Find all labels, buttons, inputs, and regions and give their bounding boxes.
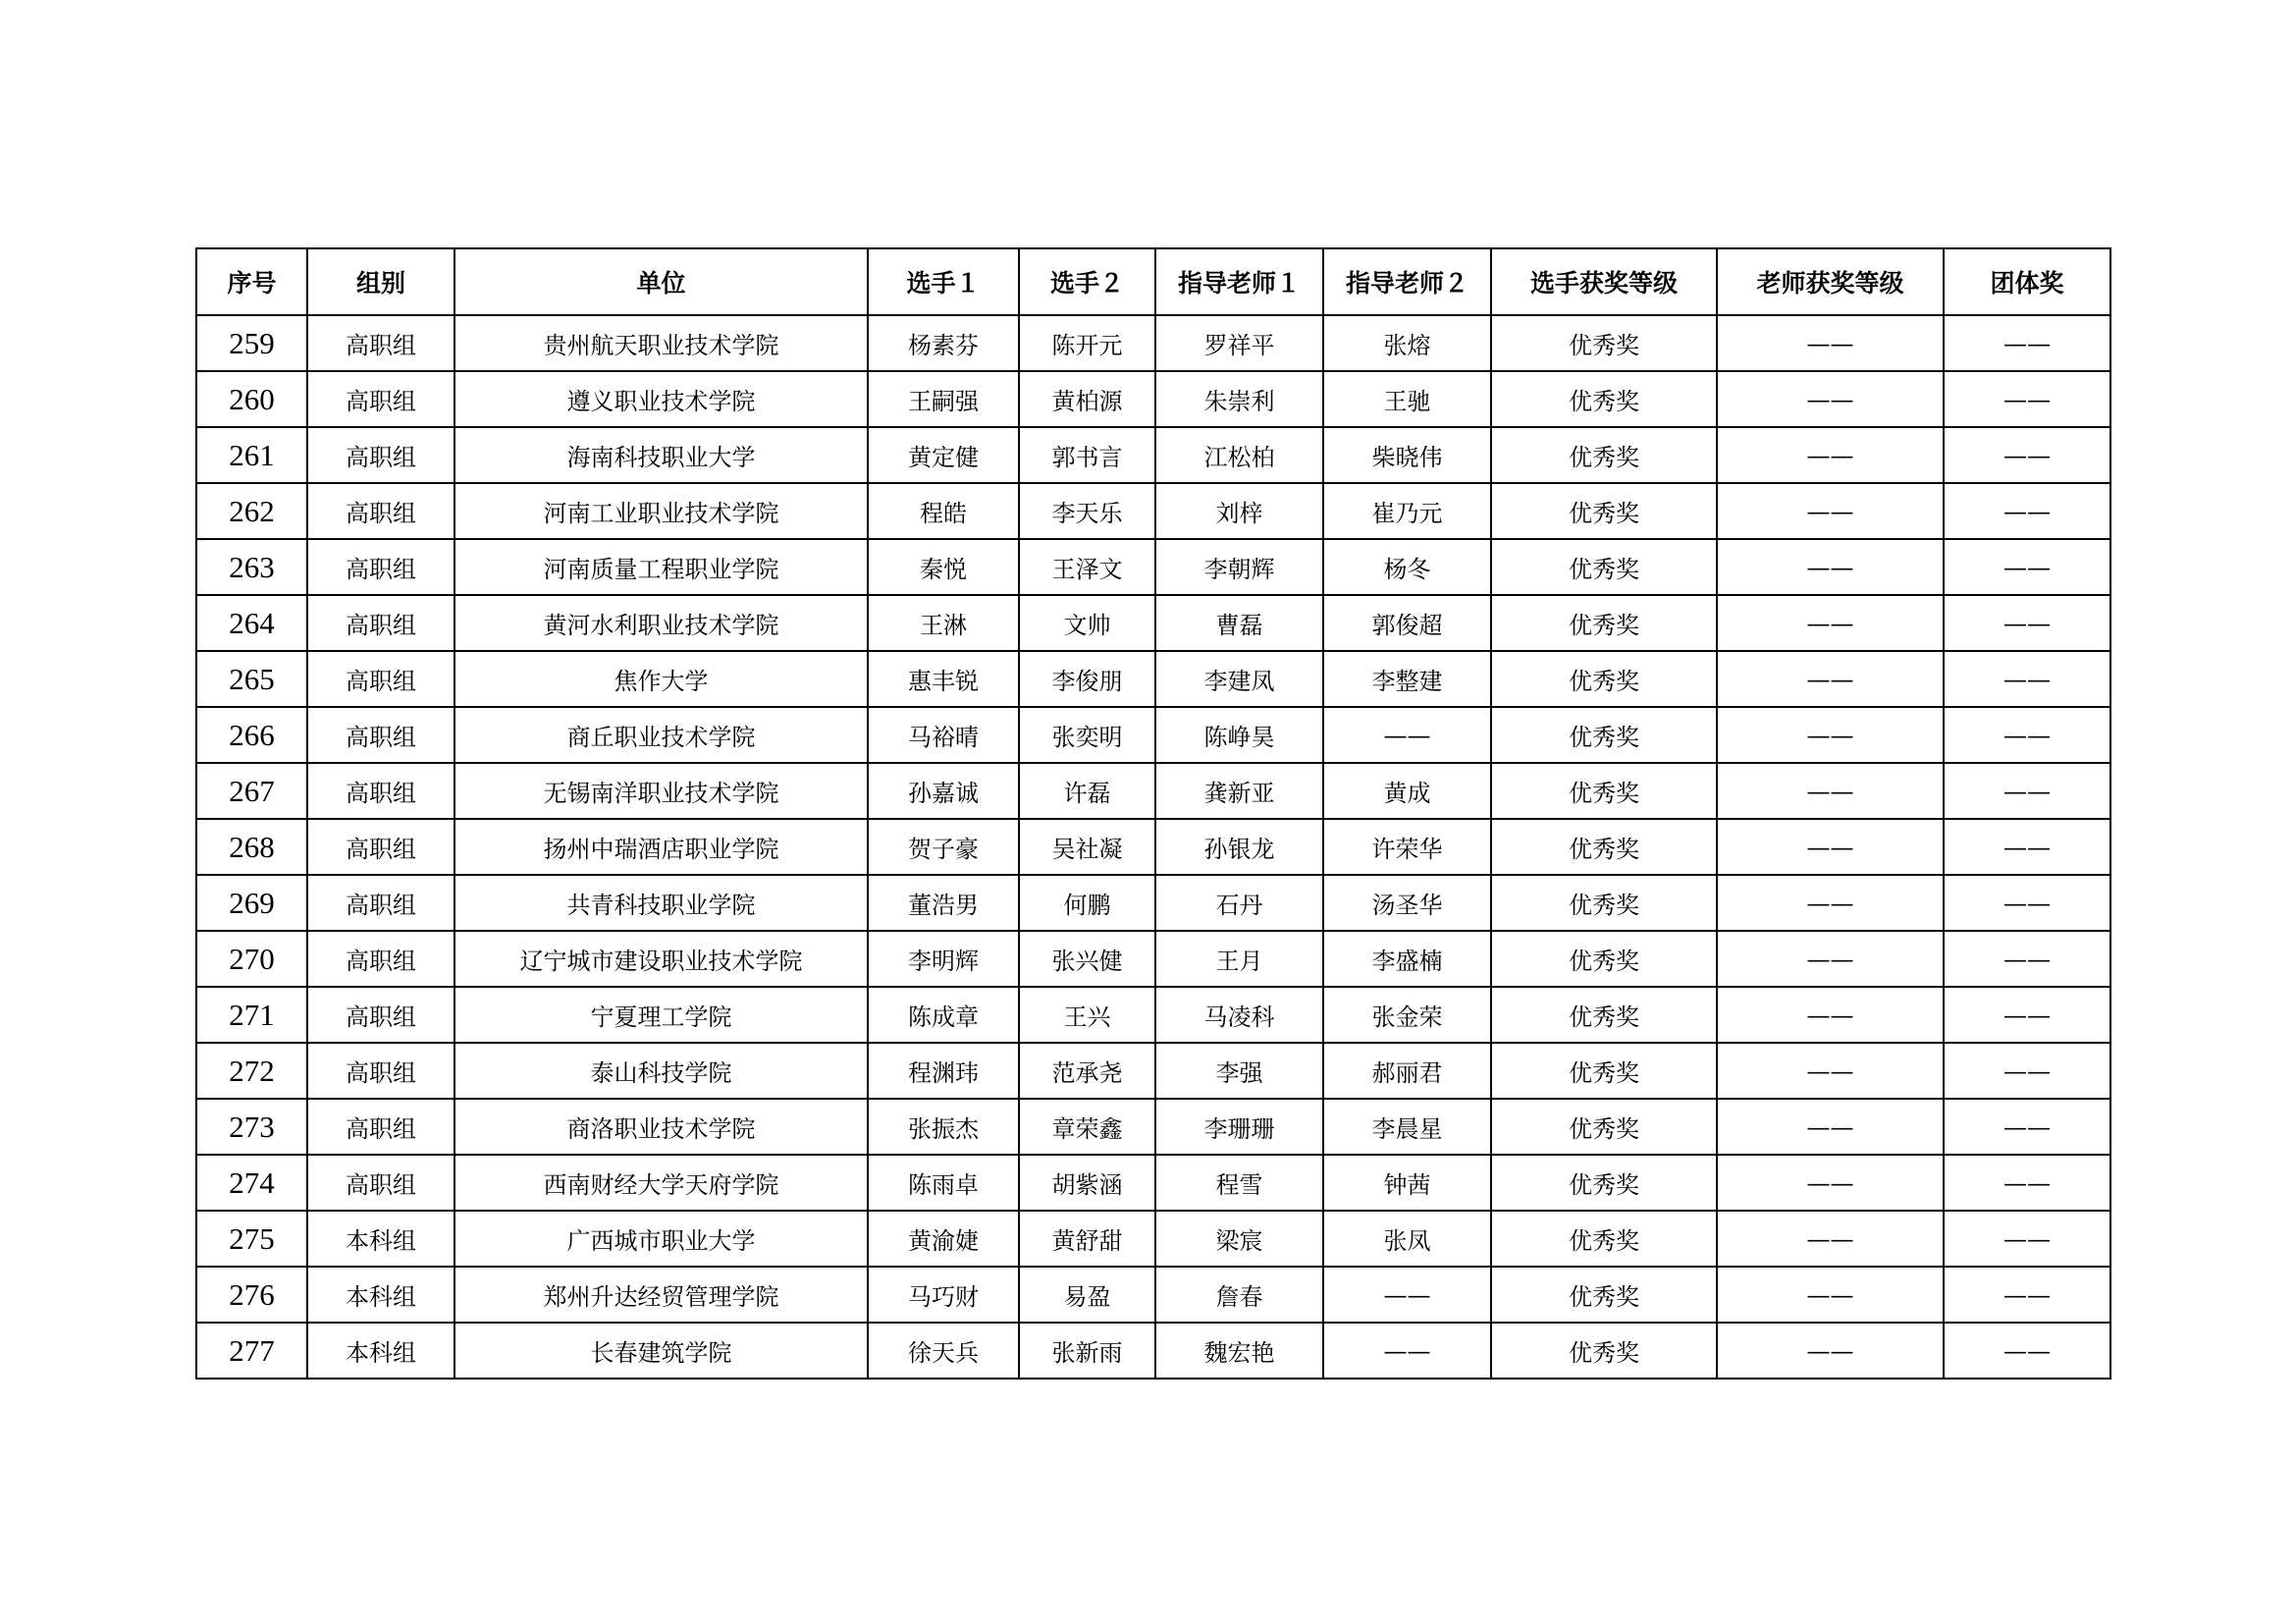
cell-team-award: —— [1944, 1043, 2110, 1099]
cell-player-award: 优秀奖 [1491, 819, 1717, 875]
cell-team-award: —— [1944, 763, 2110, 819]
cell-team-award: —— [1944, 371, 2110, 427]
cell-teacher-award: —— [1717, 427, 1944, 483]
cell-player-2: 张奕明 [1019, 707, 1155, 763]
cell-advisor-2: 李盛楠 [1323, 931, 1491, 987]
cell-player-1: 杨素芬 [868, 315, 1019, 371]
cell-team-award: —— [1944, 1267, 2110, 1323]
cell-player-award: 优秀奖 [1491, 1155, 1717, 1211]
cell-unit: 宁夏理工学院 [454, 987, 868, 1043]
cell-player-award: 优秀奖 [1491, 483, 1717, 539]
cell-advisor-2: 李整建 [1323, 651, 1491, 707]
cell-group: 高职组 [307, 1043, 454, 1099]
cell-group: 高职组 [307, 651, 454, 707]
cell-player-1: 徐天兵 [868, 1323, 1019, 1379]
cell-advisor-1: 程雪 [1155, 1155, 1323, 1211]
cell-player-2: 章荣鑫 [1019, 1099, 1155, 1155]
cell-seq: 260 [196, 371, 307, 427]
cell-player-1: 张振杰 [868, 1099, 1019, 1155]
cell-seq: 269 [196, 875, 307, 931]
cell-player-award: 优秀奖 [1491, 875, 1717, 931]
cell-advisor-2: 张凤 [1323, 1211, 1491, 1267]
cell-advisor-1: 马凌科 [1155, 987, 1323, 1043]
cell-unit: 焦作大学 [454, 651, 868, 707]
column-header-teacher-award: 老师获奖等级 [1717, 248, 1944, 315]
cell-group: 本科组 [307, 1267, 454, 1323]
cell-team-award: —— [1944, 651, 2110, 707]
cell-team-award: —— [1944, 595, 2110, 651]
cell-player-2: 张兴健 [1019, 931, 1155, 987]
cell-player-1: 程渊玮 [868, 1043, 1019, 1099]
cell-player-award: 优秀奖 [1491, 763, 1717, 819]
cell-player-2: 王兴 [1019, 987, 1155, 1043]
cell-player-award: 优秀奖 [1491, 987, 1717, 1043]
cell-seq: 265 [196, 651, 307, 707]
cell-player-2: 文帅 [1019, 595, 1155, 651]
cell-player-award: 优秀奖 [1491, 1323, 1717, 1379]
table-row [196, 1043, 2110, 1099]
cell-seq: 272 [196, 1043, 307, 1099]
cell-player-2: 李俊朋 [1019, 651, 1155, 707]
cell-advisor-1: 孙银龙 [1155, 819, 1323, 875]
cell-advisor-1: 魏宏艳 [1155, 1323, 1323, 1379]
cell-player-1: 王淋 [868, 595, 1019, 651]
cell-player-2: 吴社凝 [1019, 819, 1155, 875]
cell-advisor-1: 石丹 [1155, 875, 1323, 931]
table-row [196, 595, 2110, 651]
table-row [196, 651, 2110, 707]
table-body [196, 315, 2110, 1379]
cell-advisor-2: 许荣华 [1323, 819, 1491, 875]
cell-teacher-award: —— [1717, 315, 1944, 371]
cell-group: 高职组 [307, 1155, 454, 1211]
cell-player-award: 优秀奖 [1491, 539, 1717, 595]
column-header-advisor-1: 指导老师１ [1155, 248, 1323, 315]
table-row [196, 483, 2110, 539]
cell-team-award: —— [1944, 1155, 2110, 1211]
cell-group: 高职组 [307, 931, 454, 987]
cell-seq: 264 [196, 595, 307, 651]
table-row [196, 1211, 2110, 1267]
table-row [196, 315, 2110, 371]
cell-player-2: 胡紫涵 [1019, 1155, 1155, 1211]
cell-unit: 商洛职业技术学院 [454, 1099, 868, 1155]
cell-group: 高职组 [307, 1099, 454, 1155]
cell-teacher-award: —— [1717, 1323, 1944, 1379]
cell-advisor-2: —— [1323, 707, 1491, 763]
cell-player-1: 秦悦 [868, 539, 1019, 595]
cell-team-award: —— [1944, 427, 2110, 483]
cell-player-2: 王泽文 [1019, 539, 1155, 595]
cell-team-award: —— [1944, 315, 2110, 371]
cell-player-1: 陈成章 [868, 987, 1019, 1043]
cell-group: 本科组 [307, 1211, 454, 1267]
cell-player-award: 优秀奖 [1491, 1267, 1717, 1323]
cell-advisor-2: —— [1323, 1267, 1491, 1323]
cell-teacher-award: —— [1717, 987, 1944, 1043]
cell-advisor-2: 李晨星 [1323, 1099, 1491, 1155]
cell-advisor-1: 李建凤 [1155, 651, 1323, 707]
column-header-team-award: 团体奖 [1944, 248, 2110, 315]
cell-advisor-2: 张熔 [1323, 315, 1491, 371]
cell-player-1: 董浩男 [868, 875, 1019, 931]
cell-unit: 共青科技职业学院 [454, 875, 868, 931]
table-row [196, 931, 2110, 987]
cell-player-1: 孙嘉诚 [868, 763, 1019, 819]
cell-unit: 商丘职业技术学院 [454, 707, 868, 763]
cell-player-award: 优秀奖 [1491, 315, 1717, 371]
cell-team-award: —— [1944, 1211, 2110, 1267]
cell-teacher-award: —— [1717, 1043, 1944, 1099]
cell-group: 高职组 [307, 595, 454, 651]
cell-teacher-award: —— [1717, 1211, 1944, 1267]
cell-seq: 274 [196, 1155, 307, 1211]
table-row [196, 371, 2110, 427]
cell-player-award: 优秀奖 [1491, 707, 1717, 763]
cell-unit: 贵州航天职业技术学院 [454, 315, 868, 371]
cell-team-award: —— [1944, 539, 2110, 595]
table-row [196, 1099, 2110, 1155]
column-header-player-1: 选手１ [868, 248, 1019, 315]
cell-player-1: 李明辉 [868, 931, 1019, 987]
cell-team-award: —— [1944, 819, 2110, 875]
cell-teacher-award: —— [1717, 875, 1944, 931]
cell-player-1: 贺子豪 [868, 819, 1019, 875]
cell-seq: 263 [196, 539, 307, 595]
table-row [196, 987, 2110, 1043]
cell-player-1: 陈雨卓 [868, 1155, 1019, 1211]
table-row [196, 1267, 2110, 1323]
cell-player-award: 优秀奖 [1491, 931, 1717, 987]
cell-player-award: 优秀奖 [1491, 427, 1717, 483]
cell-player-award: 优秀奖 [1491, 595, 1717, 651]
cell-player-1: 马裕晴 [868, 707, 1019, 763]
cell-teacher-award: —— [1717, 1099, 1944, 1155]
table-row [196, 539, 2110, 595]
cell-seq: 277 [196, 1323, 307, 1379]
cell-team-award: —— [1944, 875, 2110, 931]
cell-team-award: —— [1944, 707, 2110, 763]
cell-seq: 261 [196, 427, 307, 483]
cell-group: 高职组 [307, 539, 454, 595]
column-header-player-2: 选手２ [1019, 248, 1155, 315]
cell-teacher-award: —— [1717, 539, 1944, 595]
cell-player-2: 李天乐 [1019, 483, 1155, 539]
cell-unit: 辽宁城市建设职业技术学院 [454, 931, 868, 987]
cell-seq: 267 [196, 763, 307, 819]
cell-group: 高职组 [307, 987, 454, 1043]
cell-team-award: —— [1944, 483, 2110, 539]
cell-team-award: —— [1944, 987, 2110, 1043]
cell-teacher-award: —— [1717, 651, 1944, 707]
cell-group: 本科组 [307, 1323, 454, 1379]
column-header-advisor-2: 指导老师２ [1323, 248, 1491, 315]
cell-unit: 西南财经大学天府学院 [454, 1155, 868, 1211]
cell-teacher-award: —— [1717, 931, 1944, 987]
cell-player-award: 优秀奖 [1491, 1099, 1717, 1155]
cell-teacher-award: —— [1717, 707, 1944, 763]
cell-seq: 268 [196, 819, 307, 875]
cell-player-2: 黄柏源 [1019, 371, 1155, 427]
cell-advisor-2: 杨冬 [1323, 539, 1491, 595]
cell-player-award: 优秀奖 [1491, 1211, 1717, 1267]
cell-teacher-award: —— [1717, 483, 1944, 539]
cell-advisor-2: 柴晓伟 [1323, 427, 1491, 483]
cell-player-2: 易盈 [1019, 1267, 1155, 1323]
cell-player-2: 陈开元 [1019, 315, 1155, 371]
cell-player-2: 许磊 [1019, 763, 1155, 819]
table-row [196, 763, 2110, 819]
cell-advisor-2: 汤圣华 [1323, 875, 1491, 931]
cell-unit: 遵义职业技术学院 [454, 371, 868, 427]
cell-advisor-1: 刘梓 [1155, 483, 1323, 539]
cell-unit: 河南工业职业技术学院 [454, 483, 868, 539]
cell-teacher-award: —— [1717, 763, 1944, 819]
table-row [196, 875, 2110, 931]
cell-player-award: 优秀奖 [1491, 1043, 1717, 1099]
cell-advisor-1: 陈峥昊 [1155, 707, 1323, 763]
cell-unit: 郑州升达经贸管理学院 [454, 1267, 868, 1323]
cell-advisor-2: 郝丽君 [1323, 1043, 1491, 1099]
award-table [195, 247, 2111, 1380]
cell-player-1: 黄定健 [868, 427, 1019, 483]
cell-seq: 276 [196, 1267, 307, 1323]
cell-group: 高职组 [307, 819, 454, 875]
cell-advisor-2: 黄成 [1323, 763, 1491, 819]
cell-advisor-1: 詹春 [1155, 1267, 1323, 1323]
cell-unit: 长春建筑学院 [454, 1323, 868, 1379]
cell-group: 高职组 [307, 315, 454, 371]
cell-advisor-1: 曹磊 [1155, 595, 1323, 651]
cell-player-1: 惠丰锐 [868, 651, 1019, 707]
cell-seq: 273 [196, 1099, 307, 1155]
cell-seq: 270 [196, 931, 307, 987]
cell-unit: 广西城市职业大学 [454, 1211, 868, 1267]
cell-player-2: 黄舒甜 [1019, 1211, 1155, 1267]
table-row [196, 427, 2110, 483]
cell-player-award: 优秀奖 [1491, 651, 1717, 707]
cell-team-award: —— [1944, 1099, 2110, 1155]
cell-teacher-award: —— [1717, 595, 1944, 651]
cell-unit: 黄河水利职业技术学院 [454, 595, 868, 651]
cell-advisor-2: 崔乃元 [1323, 483, 1491, 539]
cell-seq: 262 [196, 483, 307, 539]
header-row [196, 248, 2110, 315]
cell-teacher-award: —— [1717, 1267, 1944, 1323]
cell-advisor-2: 王驰 [1323, 371, 1491, 427]
cell-group: 高职组 [307, 875, 454, 931]
cell-advisor-1: 梁宸 [1155, 1211, 1323, 1267]
cell-player-2: 郭书言 [1019, 427, 1155, 483]
cell-unit: 河南质量工程职业学院 [454, 539, 868, 595]
cell-advisor-1: 李强 [1155, 1043, 1323, 1099]
cell-group: 高职组 [307, 427, 454, 483]
cell-unit: 泰山科技学院 [454, 1043, 868, 1099]
table-row [196, 819, 2110, 875]
cell-player-1: 马巧财 [868, 1267, 1019, 1323]
cell-advisor-1: 江松柏 [1155, 427, 1323, 483]
cell-player-2: 张新雨 [1019, 1323, 1155, 1379]
cell-teacher-award: —— [1717, 371, 1944, 427]
cell-unit: 无锡南洋职业技术学院 [454, 763, 868, 819]
cell-advisor-2: 钟茜 [1323, 1155, 1491, 1211]
cell-player-2: 何鹏 [1019, 875, 1155, 931]
table-row [196, 1155, 2110, 1211]
cell-advisor-1: 王月 [1155, 931, 1323, 987]
column-header-player-award: 选手获奖等级 [1491, 248, 1717, 315]
table-header [196, 248, 2110, 315]
cell-seq: 259 [196, 315, 307, 371]
cell-seq: 275 [196, 1211, 307, 1267]
cell-player-2: 范承尧 [1019, 1043, 1155, 1099]
cell-advisor-1: 李珊珊 [1155, 1099, 1323, 1155]
column-header-seq: 序号 [196, 248, 307, 315]
cell-seq: 266 [196, 707, 307, 763]
cell-advisor-2: 张金荣 [1323, 987, 1491, 1043]
cell-teacher-award: —— [1717, 819, 1944, 875]
cell-unit: 扬州中瑞酒店职业学院 [454, 819, 868, 875]
cell-group: 高职组 [307, 707, 454, 763]
cell-teacher-award: —— [1717, 1155, 1944, 1211]
cell-player-1: 王嗣强 [868, 371, 1019, 427]
table-row [196, 707, 2110, 763]
cell-player-award: 优秀奖 [1491, 371, 1717, 427]
cell-group: 高职组 [307, 371, 454, 427]
column-header-group: 组别 [307, 248, 454, 315]
table-row [196, 1323, 2110, 1379]
cell-advisor-1: 李朝辉 [1155, 539, 1323, 595]
column-header-unit: 单位 [454, 248, 868, 315]
cell-advisor-1: 朱崇利 [1155, 371, 1323, 427]
cell-team-award: —— [1944, 931, 2110, 987]
cell-advisor-1: 罗祥平 [1155, 315, 1323, 371]
cell-group: 高职组 [307, 763, 454, 819]
cell-player-1: 程皓 [868, 483, 1019, 539]
cell-player-1: 黄渝婕 [868, 1211, 1019, 1267]
cell-seq: 271 [196, 987, 307, 1043]
cell-advisor-1: 龚新亚 [1155, 763, 1323, 819]
cell-unit: 海南科技职业大学 [454, 427, 868, 483]
cell-team-award: —— [1944, 1323, 2110, 1379]
cell-advisor-2: —— [1323, 1323, 1491, 1379]
cell-advisor-2: 郭俊超 [1323, 595, 1491, 651]
cell-group: 高职组 [307, 483, 454, 539]
